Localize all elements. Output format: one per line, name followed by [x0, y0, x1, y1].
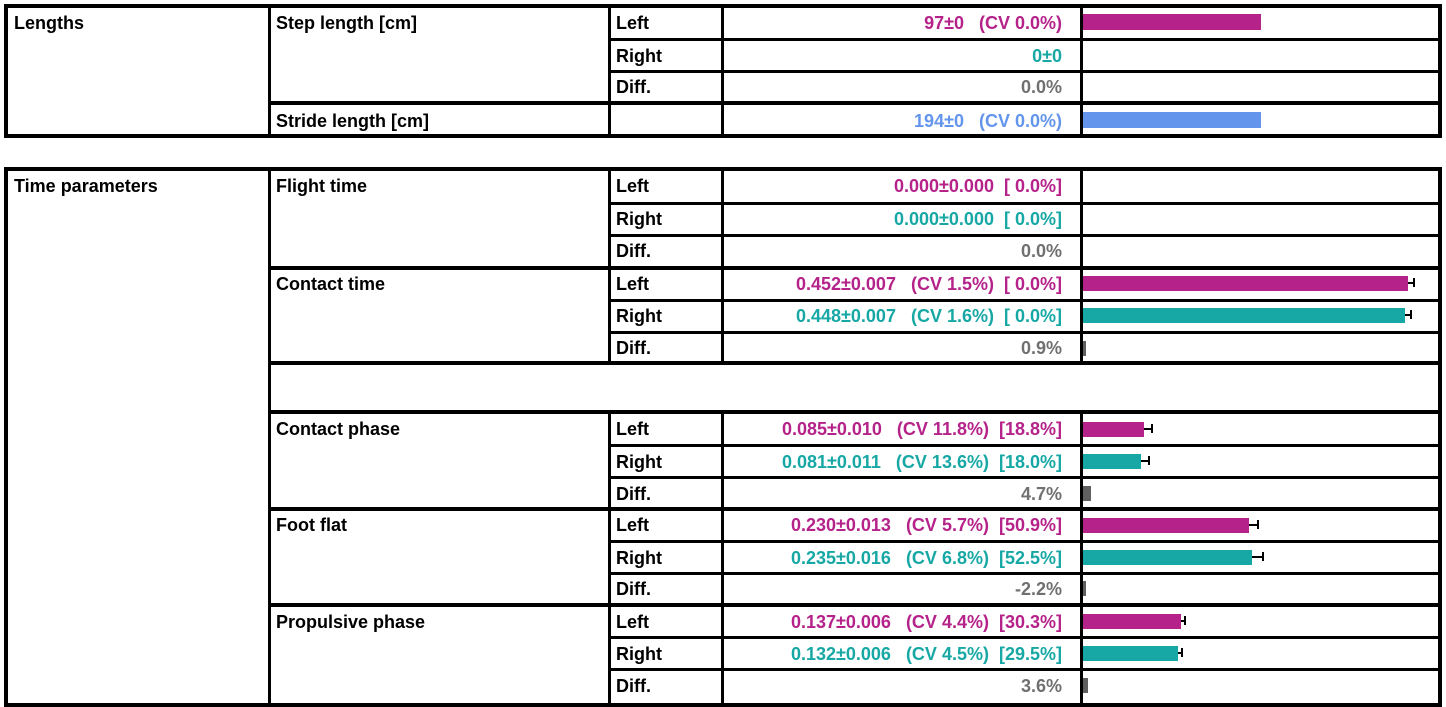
side-label-left: Left [616, 13, 649, 33]
section-label-lengths: Lengths [14, 13, 84, 33]
param-label-contact-time: Contact time [276, 274, 386, 294]
step-length-diff-value: 0.0% [1020, 77, 1062, 97]
param-label-step-length: Step length [cm] [276, 13, 418, 33]
side-label-left: Left [616, 274, 649, 294]
side-label-diff: Diff. [616, 579, 651, 599]
propulsive-phase-right-value: 0.132±0.006 (CV 4.5%) [29.5%] [790, 644, 1062, 664]
section-label-time-parameters: Time parameters [14, 176, 158, 196]
side-label-right: Right [616, 644, 662, 664]
lengths-table [4, 4, 1442, 138]
flight-time-right-value: 0.000±0.000 [ 0.0%] [894, 209, 1062, 229]
side-label-right: Right [616, 306, 662, 326]
contact-phase-left-value: 0.085±0.010 (CV 11.8%) [18.8%] [781, 419, 1062, 439]
contact-time-diff-value: 0.9% [1020, 338, 1062, 358]
foot-flat-diff-bar [1083, 581, 1086, 596]
side-label-left: Left [616, 419, 649, 439]
param-label-stride-length: Stride length [cm] [276, 111, 430, 131]
foot-flat-diff-value: -2.2% [1014, 579, 1062, 599]
contact-time-right-bar [1083, 308, 1405, 323]
step-length-right-value: 0±0 [1032, 46, 1062, 66]
side-label-left: Left [616, 176, 649, 196]
time-parameters-table [4, 167, 1442, 707]
propulsive-phase-right-bar [1083, 646, 1178, 661]
foot-flat-right-bar [1083, 550, 1252, 565]
stride-length-value: 194±0 (CV 0.0%) [914, 111, 1062, 131]
param-label-flight-time: Flight time [276, 176, 367, 196]
side-label-left: Left [616, 612, 649, 632]
step-length-left-value: 97±0 (CV 0.0%) [924, 13, 1062, 33]
param-label-foot-flat: Foot flat [276, 515, 347, 535]
side-label-right: Right [616, 46, 662, 66]
side-label-right: Right [616, 209, 662, 229]
contact-phase-right-value: 0.081±0.011 (CV 13.6%) [18.0%] [781, 452, 1062, 472]
propulsive-phase-left-value: 0.137±0.006 (CV 4.4%) [30.3%] [790, 612, 1062, 632]
flight-time-diff-value: 0.0% [1020, 241, 1062, 261]
side-label-left: Left [616, 515, 649, 535]
stride-length-bar [1083, 112, 1261, 128]
foot-flat-right-value: 0.235±0.016 (CV 6.8%) [52.5%] [790, 548, 1062, 568]
contact-time-diff-bar [1083, 341, 1086, 356]
side-label-diff: Diff. [616, 338, 651, 358]
flight-time-left-value: 0.000±0.000 [ 0.0%] [894, 176, 1062, 196]
contact-phase-diff-bar [1083, 486, 1091, 501]
foot-flat-left-value: 0.230±0.013 (CV 5.7%) [50.9%] [790, 515, 1062, 535]
propulsive-phase-diff-value: 3.6% [1020, 676, 1062, 696]
contact-time-left-value: 0.452±0.007 (CV 1.5%) [ 0.0%] [795, 274, 1062, 294]
side-label-diff: Diff. [616, 77, 651, 97]
step-length-left-bar [1083, 14, 1261, 30]
side-label-right: Right [616, 548, 662, 568]
propulsive-phase-left-bar [1083, 614, 1181, 629]
side-label-right: Right [616, 452, 662, 472]
side-label-diff: Diff. [616, 241, 651, 261]
side-label-diff: Diff. [616, 676, 651, 696]
param-label-contact-phase: Contact phase [276, 419, 401, 439]
contact-phase-diff-value: 4.7% [1020, 484, 1062, 504]
param-label-propulsive-phase: Propulsive phase [276, 612, 426, 632]
contact-phase-right-bar [1083, 454, 1141, 469]
propulsive-phase-diff-bar [1083, 678, 1088, 693]
contact-time-right-value: 0.448±0.007 (CV 1.6%) [ 0.0%] [795, 306, 1062, 326]
contact-phase-left-bar [1083, 422, 1144, 437]
foot-flat-left-bar [1083, 518, 1249, 533]
side-label-diff: Diff. [616, 484, 651, 504]
contact-time-left-bar [1083, 276, 1408, 291]
